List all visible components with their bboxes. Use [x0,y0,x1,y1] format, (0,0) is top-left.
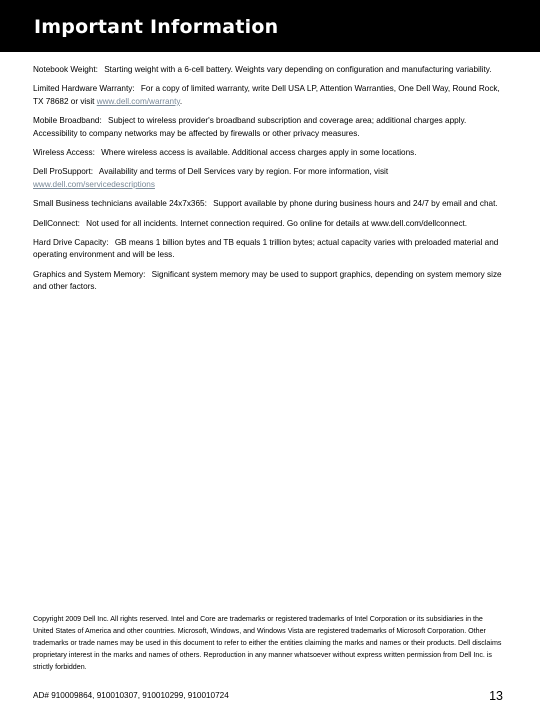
note-graphics-system-memory [33,269,503,294]
note-wireless-access [33,147,503,159]
note-text: Not used for all incidents. Internet connection required. Go online for details at www.dell.com/dellconnect. [86,218,468,228]
note-dell-prosupport [33,166,503,191]
ad-numbers: AD# 910009864, 910010307, 910010299, 910010724 [33,691,229,700]
note-label: Wireless Access: [33,148,95,158]
note-text: For a copy of limited warranty, write Dell USA LP, Attention Warranties, One Dell Way, Round Rock, TX 78682 or visit [33,84,500,106]
note-text-end: . [179,96,183,106]
service-descriptions-link[interactable]: www.dell.com/servicedescriptions [33,179,155,189]
note-label: Limited Hardware Warranty: [33,84,135,94]
note-label: Small Business technicians available 24x7x365: [33,199,207,209]
note-label: DellConnect: [33,218,80,228]
note-limited-hardware-warranty [33,83,503,108]
copyright-notice: Copyright 2009 Dell Inc. All rights reserved. Intel and Core are trademarks or registered trademarks of Intel Corporation or its subsidiaries in the United States of America and other countries. Microsoft, Windows, and Windows Vista are registered trademarks of Microsoft Corporation. Other trademarks or trade names may be used in this document to refer to either the entities claiming the marks and names or their products. Dell disclaims proprietary interest in the marks and names of others. Reproduction in any manner whatsoever without express written permission from Dell Inc. is strictly forbidden. [33,615,502,671]
note-text: Starting weight with a 6-cell battery. Weights vary depending on configuration and manufacturing variability. [104,65,492,74]
note-mobile-broadband [33,115,503,140]
note-label: Mobile Broadband: [33,116,102,126]
note-text: Subject to wireless provider's broadband subscription and coverage area; additional charges apply. Accessibility to company networks may be affected by firewalls or other privacy measures. [33,116,467,138]
page-number: 13 [489,689,503,703]
note-dellconnect [33,218,503,230]
notes-section [33,64,503,301]
note-text: GB means 1 billion bytes and TB equals 1 trillion bytes; actual capacity varies with preloaded material and operating environment and will be less. [33,238,499,260]
note-text: Significant system memory may be used to support graphics, depending on system memory size and other factors. [33,269,502,292]
note-label: Hard Drive Capacity: [33,238,109,248]
note-text: Support available by phone during business hours and 24/7 by email and chat. [213,199,498,209]
note-label: Dell ProSupport: [33,167,94,177]
header-bar [0,0,540,52]
note-label: Notebook Weight: [33,65,98,74]
note-notebook-weight [33,64,503,76]
warranty-link[interactable]: www.dell.com/warranty [96,96,180,106]
note-small-business-technicians [33,198,503,210]
note-text: Availability and terms of Dell Services vary by region. For more information, visit [98,167,389,177]
note-text: Where wireless access is available. Additional access charges apply in some locations. [101,148,417,158]
note-label: Graphics and System Memory: [33,269,146,279]
page-title: Important Information [34,16,279,38]
note-hard-drive-capacity [33,237,503,262]
